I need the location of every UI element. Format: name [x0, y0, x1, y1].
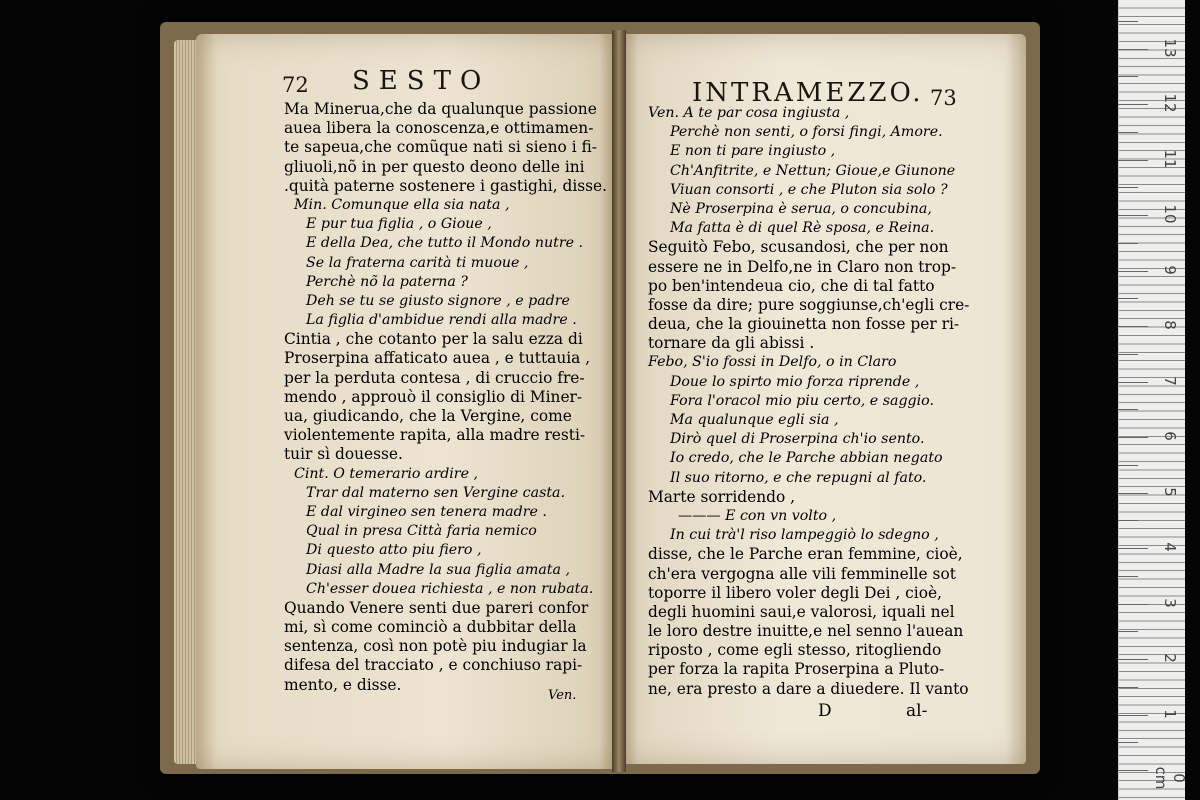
text-line: Qual in presa Città faria nemico — [306, 523, 537, 540]
text-line: Quando Venere senti due pareri confor — [284, 598, 589, 617]
text-line: auea libera la conoscenza,e ottimamen- — [284, 119, 594, 138]
text-line: disse, che le Parche eran femmine, cioè, — [648, 545, 963, 564]
text-line: per la perduta contesa , di cruccio fre- — [284, 368, 585, 387]
text-line: mi, sì come cominciò a dubbitar della — [284, 618, 577, 637]
ruler-label: 13 — [1161, 37, 1179, 58]
left-page-number: 72 — [282, 73, 309, 97]
text-line: .quità paterne sostenere i gastighi, disse. — [284, 176, 608, 195]
ruler-label: 10 — [1161, 204, 1179, 224]
text-line: Di questo atto piu fiero , — [306, 542, 482, 559]
text-line: deua, che la giouinetta non fosse per ri- — [648, 315, 960, 334]
ruler-half-tick — [1118, 76, 1138, 77]
text-line: degli huomini saui,e valorosi, iquali nel — [648, 602, 955, 621]
ruler-label: 0 cm — [1152, 766, 1188, 790]
right-page-number: 73 — [930, 86, 957, 110]
ruler-half-tick — [1118, 409, 1138, 410]
text-line: In cui trà'l riso lampeggiò lo sdegno , — [670, 527, 939, 544]
text-line: per forza la rapita Proserpina a Pluto- — [648, 660, 945, 679]
text-line: mendo , approuò il consiglio di Miner- — [284, 387, 583, 406]
text-line: Deh se tu se giusto signore , e padre — [306, 292, 570, 309]
text-line: Doue lo spirto mio forza riprende , — [670, 373, 920, 390]
text-line: Proserpina affaticato auea , e tuttauia , — [284, 349, 591, 368]
text-line: Ven. A te par cosa ingiusta , — [648, 105, 850, 121]
text-line: violentemente rapita, alla madre resti- — [284, 426, 586, 445]
text-line: ua, giudicando, che la Vergine, come — [284, 407, 572, 425]
ruler-half-tick — [1118, 742, 1138, 743]
ruler-half-tick — [1118, 298, 1138, 299]
text-line: Il suo ritorno, e che repugni al fato. — [670, 469, 927, 486]
right-page-text — [648, 104, 1008, 699]
text-line: Viuan consorti , e che Pluton sia solo ? — [670, 181, 948, 198]
ruler-major-tick — [1118, 49, 1148, 50]
text-line: Marte sorridendo , — [648, 487, 796, 506]
ruler-major-tick — [1118, 659, 1148, 660]
text-line: Ch'Anfitrite, e Nettun; Gioue,e Giunone — [670, 162, 956, 179]
ruler-label: 2 — [1161, 653, 1179, 663]
ruler-half-tick — [1118, 187, 1138, 188]
text-line: fosse da dire; pure soggiunse,ch'egli cre- — [648, 295, 970, 314]
ruler-label: 8 — [1161, 320, 1179, 330]
ruler-label: 3 — [1161, 597, 1179, 608]
text-line: Fora l'oracol mio piu certo, e saggio. — [670, 392, 934, 409]
ruler-half-tick — [1118, 520, 1138, 521]
ruler-major-tick — [1118, 382, 1148, 383]
ruler-major-tick — [1118, 715, 1148, 716]
book-gutter — [612, 30, 626, 772]
ruler-major-tick — [1118, 604, 1148, 605]
right-catchword: al- — [906, 701, 928, 721]
text-line: sentenza, così non potè piu indugiar la — [284, 637, 587, 656]
text-line: riposto , come egli stesso, ritogliendo — [648, 641, 942, 660]
text-line: tuir sì douesse. — [284, 445, 403, 464]
text-line: ——— E con vn volto , — [678, 507, 837, 524]
ruler-major-tick — [1118, 548, 1148, 549]
ruler-half-tick — [1118, 631, 1138, 632]
text-line: Febo, S'io fossi in Delfo, o in Claro — [648, 354, 897, 371]
text-line: Ch'esser douea richiesta , e non rubata. — [306, 580, 594, 597]
text-line: Cint. O temerario ardire , — [294, 465, 479, 482]
text-line: Perchè nõ la paterna ? — [306, 273, 468, 290]
ruler-label: 1 — [1161, 708, 1179, 719]
ruler-major-tick — [1118, 493, 1148, 494]
left-catchword: Ven. — [548, 688, 577, 703]
ruler-major-tick — [1118, 215, 1148, 216]
ruler-major-tick — [1118, 160, 1148, 161]
text-line: Cintia , che cotanto per la salu ezza di — [284, 330, 583, 349]
text-line: ch'era vergogna alle vili femminelle sot — [648, 564, 956, 583]
ruler-label: 6 — [1161, 431, 1179, 441]
text-line: La figlia d'ambidue rendi alla madre . — [306, 312, 577, 329]
ruler-label: 4 — [1161, 542, 1179, 552]
left-page-text — [284, 100, 614, 695]
text-line: E dal virgineo sen tenera madre . — [306, 503, 547, 520]
text-line: Io credo, che le Parche abbian negato — [670, 450, 943, 467]
text-line: difesa del tracciato , e conchiuso rapi- — [284, 656, 583, 675]
ruler-major-tick — [1118, 437, 1148, 438]
ruler-half-tick — [1118, 576, 1138, 577]
text-line: essere ne in Delfo,ne in Claro non trop- — [648, 257, 957, 276]
text-line: E non ti pare ingiusto , — [670, 143, 836, 160]
right-running-header: INTRAMEZZO. — [692, 78, 924, 108]
text-line: Trar dal materno sen Vergine casta. — [306, 484, 566, 501]
ruler-major-tick — [1118, 104, 1148, 105]
left-running-header: SESTO — [352, 66, 491, 96]
ruler-label: 12 — [1161, 93, 1179, 113]
text-line: mento, e disse. — [284, 675, 402, 694]
text-line: Dirò quel di Proserpina ch'io sento. — [670, 431, 925, 448]
text-line: toporre il libero voler degli Dei , cioè, — [648, 583, 942, 602]
ruler-half-tick — [1118, 465, 1138, 466]
ruler-label: 7 — [1161, 375, 1179, 386]
measuring-ruler — [1118, 0, 1185, 800]
text-line: Nè Proserpina è serua, o concubina, — [670, 200, 932, 217]
right-signature-mark: D — [818, 701, 832, 721]
text-line: te sapeua,che comũque nati si sieno i fi- — [284, 138, 597, 157]
ruler-major-tick — [1118, 770, 1148, 771]
text-line: Ma fatta è di quel Rè sposa, e Reina. — [670, 220, 935, 237]
text-line: E pur tua figlia , o Gioue , — [306, 216, 492, 233]
ruler-half-tick — [1118, 243, 1138, 244]
text-line: Ma Minerua,che da qualunque passione — [284, 100, 597, 118]
text-line: Diasi alla Madre la sua figlia amata , — [306, 561, 570, 578]
text-line: Seguitò Febo, scusandosi, che per non — [648, 238, 949, 257]
ruler-label: 9 — [1161, 264, 1179, 275]
ruler-major-tick — [1118, 271, 1148, 272]
ruler-major-tick — [1118, 326, 1148, 327]
ruler-label: 11 — [1161, 148, 1179, 169]
text-line: Min. Comunque ella sia nata , — [294, 196, 510, 213]
ruler-label: 5 — [1161, 486, 1179, 497]
ruler-half-tick — [1118, 132, 1138, 133]
ruler-half-tick — [1118, 687, 1138, 688]
text-line: Se la fraterna carità ti muoue , — [306, 254, 529, 271]
text-line: E della Dea, che tutto il Mondo nutre . — [306, 235, 584, 252]
text-line: le loro destre inuitte,e nel senno l'auean — [648, 622, 964, 641]
text-line: Ma qualunque egli sia , — [670, 412, 839, 428]
ruler-half-tick — [1118, 21, 1138, 22]
text-line: po ben'intendeua cio, che di tal fatto — [648, 276, 935, 295]
text-line: tornare da gli abissi . — [648, 334, 815, 353]
text-line: Perchè non senti, o forsi fingi, Amore. — [670, 124, 943, 141]
text-line: ne, era presto a dare a diuedere. Il vanto — [648, 679, 969, 698]
text-line: gliuoli,nõ in per questo deono delle ini — [284, 157, 585, 176]
ruler-half-tick — [1118, 354, 1138, 355]
